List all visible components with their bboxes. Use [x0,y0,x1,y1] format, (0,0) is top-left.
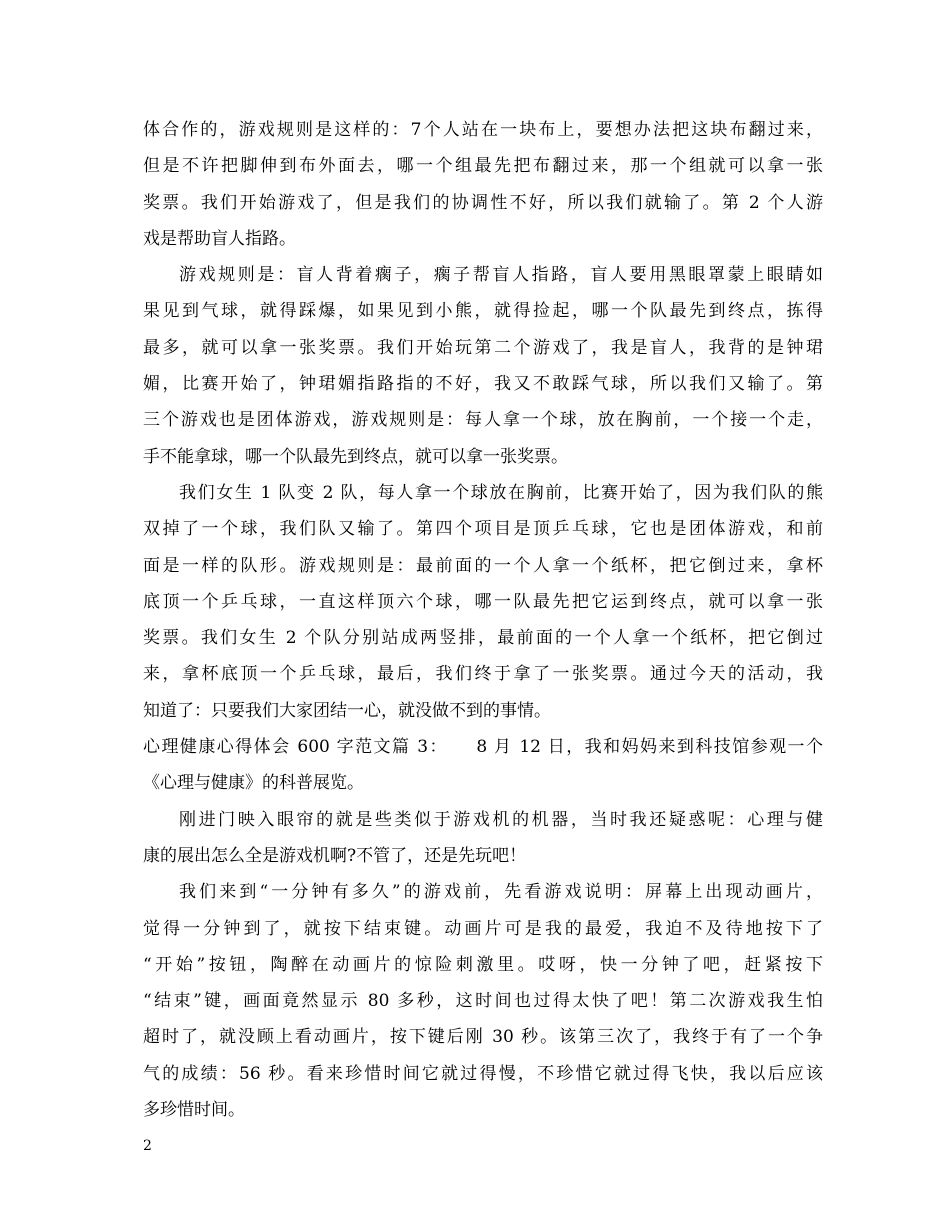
text-line: 我们来到“一分钟有多久”的游戏前，先看游戏说明：屏幕上出现动画片， [179,882,823,903]
text-line: 戏是帮助盲人指路。 [143,228,296,249]
text-line: 觉得一分钟到了，就按下结束键。动画片可是我的最爱，我迫不及待地按下了 [143,918,823,939]
text-line: 底顶一个乒乓球，一直这样顶六个球，哪一队最先把它运到终点，就可以拿一张 [143,591,823,612]
text-line: 媚，比赛开始了，钟珺媚指路指的不好，我又不敢踩气球，所以我们又输了。第 [143,374,823,395]
text-line: 《心理与健康》的科普展览。 [143,773,364,794]
text-line: 双掉了一个球，我们队又输了。第四个项目是顶乒乓球，它也是团体游戏，和前 [143,519,823,540]
document-body [143,112,823,1128]
text-line: 果见到气球，就得踩爆，如果见到小熊，就得捡起，哪一个队最先到终点，拣得 [143,301,823,322]
text-line: 但是不许把脚伸到布外面去，哪一个组最先把布翻过来，那一个组就可以拿一张 [143,156,823,177]
text-line: 知道了：只要我们大家团结一心，就没做不到的事情。 [143,700,551,721]
text-line: 刚进门映入眼帘的就是些类似于游戏机的机器，当时我还疑惑呢：心理与健 [179,809,823,830]
text-line: 超时了，就没顾上看动画片，按下键后刚 30 秒。该第三次了，我终于有了一个争 [143,1027,823,1048]
text-line: “结束”键，画面竟然显示 80 多秒，这时间也过得太快了吧！第二次游戏我生怕 [143,991,823,1012]
text-line: 最多，就可以拿一张奖票。我们开始玩第二个游戏了，我是盲人，我背的是钟珺 [143,337,823,358]
text-line: 游戏规则是：盲人背着瘸子，瘸子帮盲人指路，盲人要用黑眼罩蒙上眼睛如 [179,265,823,286]
text-line: 三个游戏也是团体游戏，游戏规则是：每人拿一个球，放在胸前，一个接一个走， [143,410,823,431]
text-line: “开始”按钮，陶醉在动画片的惊险刺激里。哎呀，快一分钟了吧，赶紧按下 [143,954,823,975]
text-line: 手不能拿球，哪一个队最先到终点，就可以拿一张奖票。 [143,446,568,467]
text-line: 多珍惜时间。 [143,1100,245,1121]
text-line: 奖票。我们开始游戏了，但是我们的协调性不好，所以我们就输了。第 2 个人游 [143,192,823,213]
text-line: 康的展出怎么全是游戏机啊?不管了，还是先玩吧！ [143,845,527,866]
text-line: 来，拿杯底顶一个乒乓球，最后，我们终于拿了一张奖票。通过今天的活动，我 [143,664,823,685]
text-line: 气的成绩：56 秒。看来珍惜时间它就过得慢，不珍惜它就过得飞快，我以后应该 [143,1063,823,1084]
page-number: 2 [143,1138,152,1154]
text-line: 体合作的，游戏规则是这样的：7个人站在一块布上，要想办法把这块布翻过来， [143,120,823,140]
text-line: 面是一样的队形。游戏规则是：最前面的一个人拿一个纸杯，把它倒过来，拿杯 [143,555,823,576]
text-line: 奖票。我们女生 2 个队分别站成两竖排，最前面的一个人拿一个纸杯，把它倒过 [143,628,823,649]
text-line: 心理健康心得体会 600 字范文篇 3： 8 月 12 日，我和妈妈来到科技馆参观一个 [143,737,823,758]
text-line: 我们女生 1 队变 2 队，每人拿一个球放在胸前，比赛开始了，因为我们队的熊 [179,482,823,503]
